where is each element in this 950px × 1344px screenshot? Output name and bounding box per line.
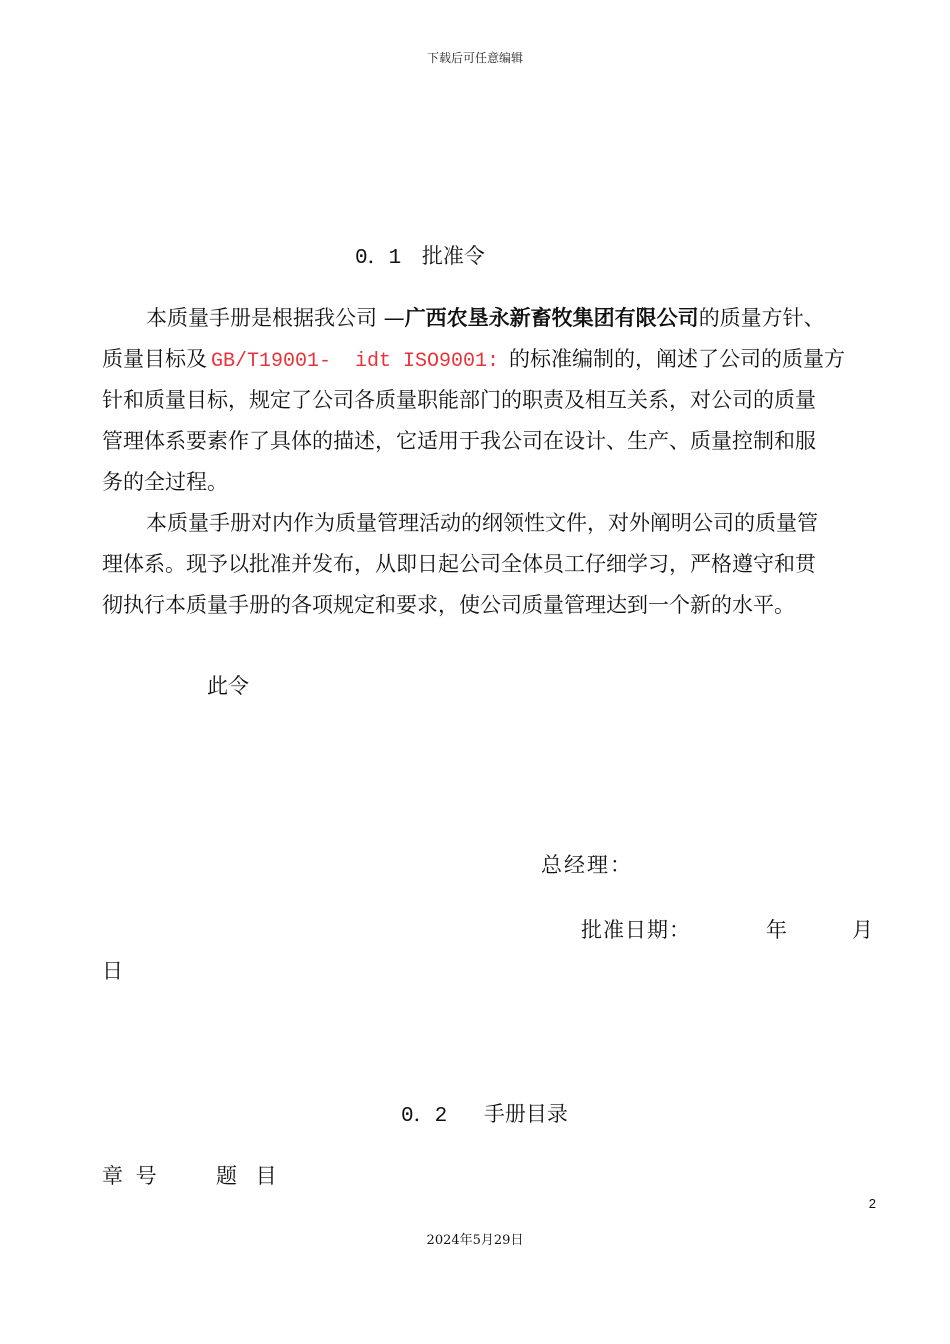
para1-line4: 管理体系要素作了具体的描述，它适用于我公司在设计、生产、质量控制和服 [102,429,816,453]
toc-topic-header: 题 目 [216,1164,277,1188]
date-day: 日 [102,959,123,983]
para1-line3: 针和质量目标，规定了公司各质量职能部门的职责及相互关系，对公司的质量 [102,388,816,412]
section-heading-contents [401,1098,568,1128]
general-manager-label: 总经理： [541,853,633,877]
para2-line3: 彻执行本质量手册的各项规定和要求，使公司质量管理达到一个新的水平。 [102,593,795,617]
order-closing: 此令 [207,674,249,698]
section-heading-approval [355,240,485,270]
section-title: 批准令 [421,244,485,268]
date-year: 年 [766,918,787,942]
page-number: 2 [868,1196,876,1211]
section-number: 0．1 [355,247,402,270]
toc-chapter-header: 章 号 [102,1164,160,1188]
company-name: 广西农垦永新畜牧集团有限公司 [404,306,699,330]
para2-line2: 理体系。现予以批准并发布，从即日起公司全体员工仔细学习，严格遵守和贯 [102,552,816,576]
approval-date-label: 批准日期： [581,918,691,942]
section-title: 手册目录 [483,1102,568,1126]
date-month: 月 [852,918,873,942]
header-note: 下载后可任意编辑 [426,51,523,65]
para1-line1: 本质量手册是根据我公司 —广西农垦永新畜牧集团有限公司的质量方针、 [146,306,825,330]
para1-line5: 务的全过程。 [102,470,228,494]
footer-date: 2024年5月29日 [426,1233,524,1248]
para2-line1: 本质量手册对内作为质量管理活动的纲领性文件，对外阐明公司的质量管 [146,511,818,535]
standard-reference: GB/T19001- idt ISO9001: [211,350,500,373]
para1-line2: 质量目标及 GB/T19001- idt ISO9001: 的标准编制的，阐述了公司的质量方 [102,347,846,373]
section-number: 0．2 [401,1105,448,1128]
